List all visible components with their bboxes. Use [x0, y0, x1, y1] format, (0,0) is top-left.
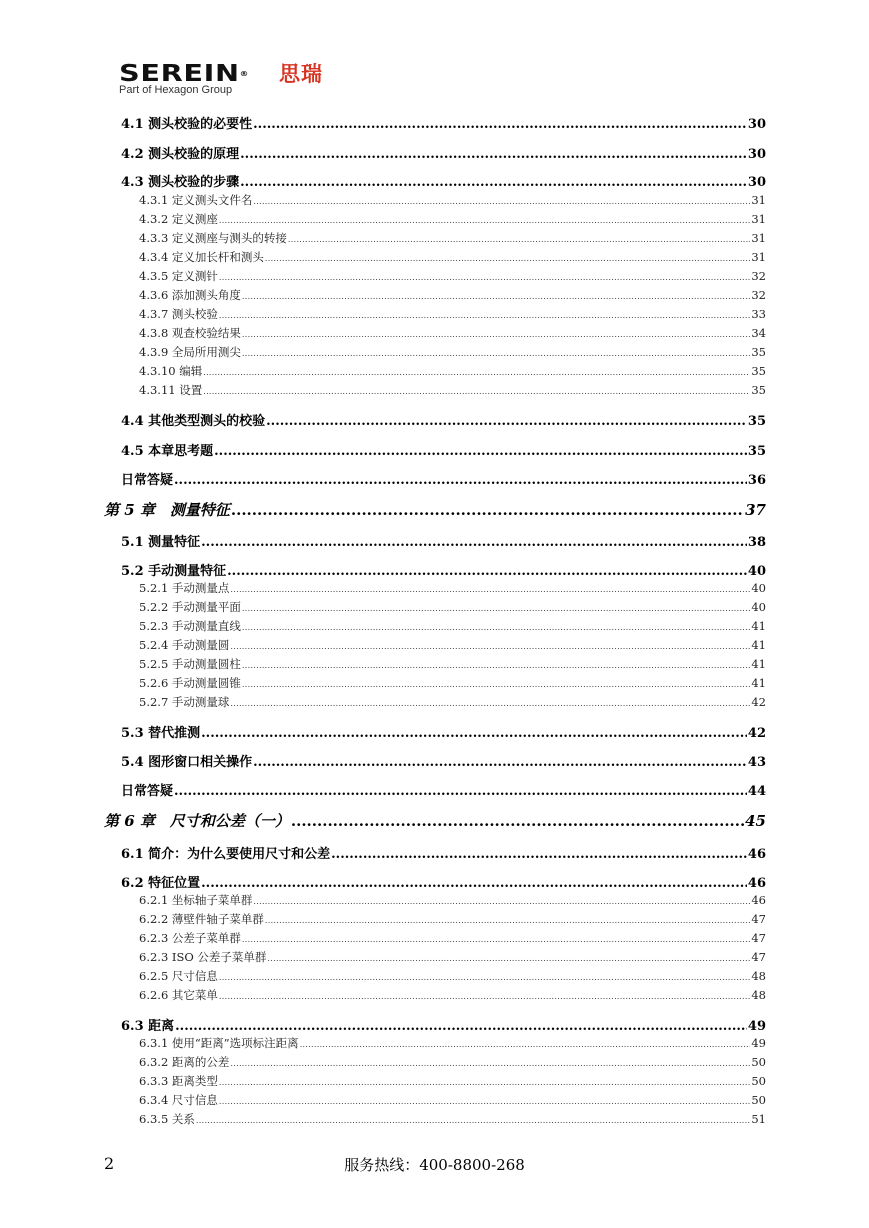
toc-page-number: 31 — [751, 193, 766, 207]
toc-section-entry[interactable] — [121, 780, 766, 799]
toc-page-number: 30 — [747, 117, 766, 132]
toc-leader-dots — [219, 216, 750, 225]
toc-entry-title: 6.3.1 使用“距离”选项标注距离 — [139, 1036, 299, 1050]
toc-entry-title: 6.2 特征位置 — [121, 876, 201, 891]
toc-page-number: 44 — [747, 784, 766, 799]
toc-leader-dots — [242, 623, 750, 632]
toc-leader-dots — [230, 585, 750, 594]
toc-leader-dots — [219, 973, 750, 982]
toc-subsection-entry[interactable] — [139, 911, 766, 927]
toc-leader-dots — [242, 935, 750, 944]
toc-entry-title: 4.4 其他类型测头的校验 — [121, 414, 266, 429]
toc-entry-title: 6.3.2 距离的公差 — [139, 1055, 230, 1069]
toc-page-number: 45 — [745, 812, 766, 830]
toc-subsection-entry[interactable] — [139, 211, 766, 227]
toc-entry-title: 6.3.5 关系 — [139, 1112, 195, 1126]
toc-page-number: 35 — [747, 444, 766, 459]
toc-leader-dots — [265, 254, 750, 263]
toc-page-number: 46 — [747, 876, 766, 891]
toc-page-number: 50 — [751, 1074, 766, 1088]
toc-leader-dots — [219, 273, 750, 282]
toc-entry-title: 4.3.5 定义测针 — [139, 269, 218, 283]
toc-page-number: 47 — [751, 950, 766, 964]
toc-leader-dots — [253, 197, 750, 206]
toc-page-number: 30 — [747, 175, 766, 190]
toc-entry-title: 5.2.3 手动测量直线 — [139, 619, 241, 633]
toc-section-entry[interactable] — [121, 722, 766, 741]
toc-leader-dots — [331, 847, 747, 862]
toc-leader-dots — [175, 1019, 747, 1034]
toc-entry-title: 4.3.3 定义测座与测头的转接 — [139, 231, 287, 245]
toc-leader-dots — [242, 292, 750, 301]
toc-leader-dots — [291, 812, 744, 830]
toc-entry-title: 4.3.8 观查校验结果 — [139, 326, 241, 340]
toc-entry-title: 4.5 本章思考题 — [121, 444, 214, 459]
toc-leader-dots — [242, 330, 750, 339]
service-hotline: 服务热线：400-8800-268 — [344, 1156, 525, 1174]
toc-entry-title: 4.3.4 定义加长杆和测头 — [139, 250, 264, 264]
toc-subsection-entry[interactable] — [139, 987, 766, 1003]
toc-page-number: 41 — [751, 676, 766, 690]
page-number: 2 — [104, 1154, 115, 1173]
toc-subsection-entry[interactable] — [139, 344, 766, 360]
toc-entry-title: 6.3.4 尺寸信息 — [139, 1093, 218, 1107]
toc-entry-title: 5.2.2 手动测量平面 — [139, 600, 241, 614]
toc-subsection-entry[interactable] — [139, 930, 766, 946]
toc-entry-title: 6.3.3 距离类型 — [139, 1074, 218, 1088]
toc-page-number: 37 — [745, 501, 766, 519]
toc-subsection-entry[interactable] — [139, 1111, 766, 1127]
toc-page-number: 51 — [751, 1112, 766, 1126]
toc-leader-dots — [203, 368, 750, 377]
toc-page-number: 48 — [751, 988, 766, 1002]
toc-entry-title: 6.3 距离 — [121, 1019, 175, 1034]
toc-subsection-entry[interactable] — [139, 268, 766, 284]
toc-page-number: 30 — [747, 147, 766, 162]
toc-entry-title: 第 5 章 测量特征 — [104, 501, 230, 519]
toc-entry-title: 4.3.2 定义测座 — [139, 212, 218, 226]
toc-page-number: 50 — [751, 1055, 766, 1069]
logo-wordmark: SEREIN® — [119, 61, 250, 87]
toc-page-number: 40 — [751, 600, 766, 614]
toc-leader-dots — [219, 1097, 750, 1106]
toc-entry-title: 日常答疑 — [121, 473, 174, 488]
logo-chinese: 思瑞 — [279, 62, 323, 86]
toc-page-number: 31 — [751, 231, 766, 245]
toc-entry-title: 6.2.6 其它菜单 — [139, 988, 218, 1002]
toc-entry-title: 日常答疑 — [121, 784, 174, 799]
toc-subsection-entry[interactable] — [139, 1092, 766, 1108]
toc-leader-dots — [242, 661, 750, 670]
toc-leader-dots — [201, 535, 747, 550]
toc-leader-dots — [219, 311, 750, 320]
toc-page-number: 31 — [751, 250, 766, 264]
toc-subsection-entry[interactable] — [139, 1054, 766, 1070]
toc-leader-dots — [174, 784, 747, 799]
toc-entry-title: 4.3.10 编辑 — [139, 364, 203, 378]
toc-leader-dots — [219, 1078, 750, 1087]
toc-subsection-entry[interactable] — [139, 325, 766, 341]
toc-subsection-entry[interactable] — [139, 599, 766, 615]
toc-subsection-entry[interactable] — [139, 363, 766, 379]
toc-subsection-entry[interactable] — [139, 1035, 766, 1051]
toc-entry-title: 5.2.4 手动测量圆 — [139, 638, 230, 652]
toc-leader-dots — [174, 473, 747, 488]
toc-leader-dots — [214, 444, 747, 459]
toc-section-entry[interactable] — [121, 143, 766, 162]
toc-subsection-entry[interactable] — [139, 382, 766, 398]
toc-subsection-entry[interactable] — [139, 694, 766, 710]
toc-subsection-entry[interactable] — [139, 287, 766, 303]
toc-page-number: 38 — [747, 535, 766, 550]
toc-entry-title: 4.3.11 设置 — [139, 383, 203, 397]
toc-leader-dots — [267, 954, 750, 963]
toc-page-number: 49 — [751, 1036, 766, 1050]
toc-section-entry[interactable] — [121, 469, 766, 488]
toc-subsection-entry[interactable] — [139, 192, 766, 208]
toc-entry-title: 5.2.7 手动测量球 — [139, 695, 230, 709]
toc-entry-title: 5.2.5 手动测量圆柱 — [139, 657, 241, 671]
toc-entry-title: 5.3 替代推测 — [121, 726, 201, 741]
toc-subsection-entry[interactable] — [139, 580, 766, 596]
toc-leader-dots — [230, 699, 750, 708]
toc-entry-title: 4.3.7 测头校验 — [139, 307, 218, 321]
toc-entry-title: 5.2 手动测量特征 — [121, 564, 227, 579]
toc-entry-title: 6.2.3 公差子菜单群 — [139, 931, 241, 945]
toc-section-entry[interactable] — [121, 440, 766, 459]
toc-leader-dots — [266, 414, 747, 429]
toc-entry-title: 4.3.6 添加测头角度 — [139, 288, 241, 302]
toc-leader-dots — [230, 1059, 750, 1068]
toc-page-number: 31 — [751, 212, 766, 226]
toc-entry-title: 4.2 测头校验的原理 — [121, 147, 240, 162]
toc-section-entry[interactable] — [121, 410, 766, 429]
toc-entry-title: 6.2.5 尺寸信息 — [139, 969, 218, 983]
toc-entry-title: 5.2.1 手动测量点 — [139, 581, 230, 595]
toc-leader-dots — [253, 117, 747, 132]
toc-page-number: 35 — [751, 364, 766, 378]
toc-entry-title: 第 6 章 尺寸和公差（一） — [104, 812, 290, 830]
toc-section-entry[interactable] — [121, 531, 766, 550]
toc-entry-title: 6.2.3 ISO 公差子菜单群 — [139, 950, 267, 964]
toc-subsection-entry[interactable] — [139, 637, 766, 653]
toc-page-number: 35 — [751, 345, 766, 359]
toc-entry-title: 6.2.2 薄壁件轴子菜单群 — [139, 912, 264, 926]
toc-page-number: 40 — [747, 564, 766, 579]
toc-entry-title: 4.1 测头校验的必要性 — [121, 117, 253, 132]
toc-page-number: 32 — [751, 269, 766, 283]
toc-page-number: 48 — [751, 969, 766, 983]
toc-page-number: 47 — [751, 912, 766, 926]
toc-leader-dots — [219, 992, 750, 1001]
toc-entry-title: 4.3.9 全局所用测尖 — [139, 345, 241, 359]
toc-leader-dots — [253, 755, 747, 770]
toc-page-number: 35 — [747, 414, 766, 429]
toc-page-number: 46 — [751, 893, 766, 907]
toc-section-entry[interactable] — [121, 560, 766, 579]
toc-page-number: 47 — [751, 931, 766, 945]
toc-leader-dots — [242, 680, 750, 689]
toc-subsection-entry[interactable] — [139, 892, 766, 908]
toc-leader-dots — [231, 501, 744, 519]
toc-page-number: 42 — [747, 726, 766, 741]
toc-page-number: 36 — [747, 473, 766, 488]
toc-page-number: 46 — [747, 847, 766, 862]
toc-section-entry[interactable] — [121, 872, 766, 891]
toc-page-number: 33 — [751, 307, 766, 321]
toc-subsection-entry[interactable] — [139, 306, 766, 322]
toc-entry-title: 5.1 测量特征 — [121, 535, 201, 550]
toc-entry-title: 5.2.6 手动测量圆锥 — [139, 676, 241, 690]
toc-leader-dots — [242, 349, 750, 358]
toc-section-entry[interactable] — [121, 751, 766, 770]
toc-entry-title: 6.2.1 坐标轴子菜单群 — [139, 893, 253, 907]
toc-leader-dots — [201, 726, 747, 741]
toc-leader-dots — [240, 147, 747, 162]
toc-subsection-entry[interactable] — [139, 230, 766, 246]
toc-leader-dots — [203, 387, 750, 396]
toc-subsection-entry[interactable] — [139, 675, 766, 691]
toc-leader-dots — [230, 642, 750, 651]
logo-subtitle: Part of Hexagon Group — [119, 84, 233, 96]
toc-page-number: 41 — [751, 619, 766, 633]
toc-page-number: 43 — [747, 755, 766, 770]
toc-page-number: 40 — [751, 581, 766, 595]
toc-chapter-entry[interactable] — [104, 810, 766, 831]
serein-logo — [119, 62, 379, 102]
toc-entry-title: 4.3 测头校验的步骤 — [121, 175, 240, 190]
toc-page-number: 35 — [751, 383, 766, 397]
toc-leader-dots — [253, 897, 750, 906]
toc-entry-title: 4.3.1 定义测头文件名 — [139, 193, 253, 207]
toc-subsection-entry[interactable] — [139, 618, 766, 634]
toc-page-number: 50 — [751, 1093, 766, 1107]
toc-section-entry[interactable] — [121, 113, 766, 132]
toc-page-number: 34 — [751, 326, 766, 340]
toc-subsection-entry[interactable] — [139, 249, 766, 265]
toc-page-number: 41 — [751, 657, 766, 671]
toc-leader-dots — [300, 1040, 751, 1049]
toc-section-entry[interactable] — [121, 1015, 766, 1034]
toc-entry-title: 6.1 简介：为什么要使用尺寸和公差 — [121, 847, 331, 862]
toc-page-number: 42 — [751, 695, 766, 709]
toc-chapter-entry[interactable] — [104, 499, 766, 520]
toc-subsection-entry[interactable] — [139, 968, 766, 984]
toc-leader-dots — [201, 876, 747, 891]
toc-leader-dots — [288, 235, 750, 244]
toc-leader-dots — [196, 1116, 750, 1125]
toc-leader-dots — [265, 916, 750, 925]
toc-leader-dots — [242, 604, 750, 613]
toc-entry-title: 5.4 图形窗口相关操作 — [121, 755, 253, 770]
toc-subsection-entry[interactable] — [139, 949, 766, 965]
toc-section-entry[interactable] — [121, 843, 766, 862]
toc-leader-dots — [227, 564, 747, 579]
toc-subsection-entry[interactable] — [139, 1073, 766, 1089]
toc-page-number: 49 — [747, 1019, 766, 1034]
toc-page-number: 41 — [751, 638, 766, 652]
toc-section-entry[interactable] — [121, 171, 766, 190]
toc-page-number: 32 — [751, 288, 766, 302]
toc-leader-dots — [240, 175, 747, 190]
toc-subsection-entry[interactable] — [139, 656, 766, 672]
